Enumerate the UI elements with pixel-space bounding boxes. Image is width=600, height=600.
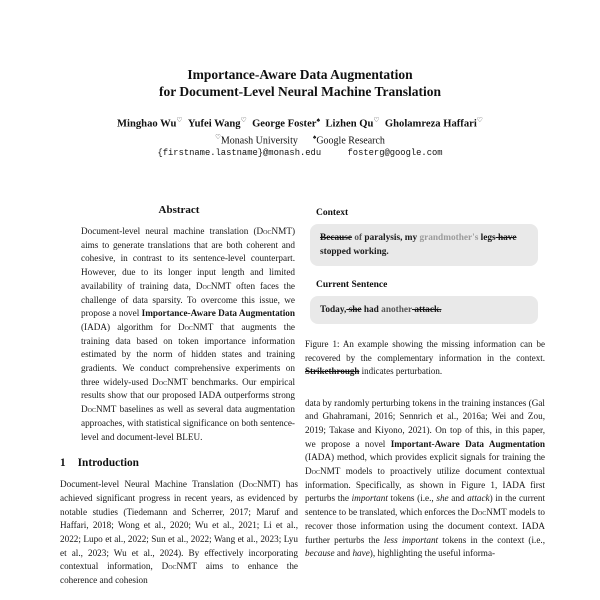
figure-context-box: Because of paralysis, my grandmother's legs have stopped working. <box>310 224 538 266</box>
abstract-text: Document-level neural machine translation (DocNMT) aims to generate translations that are both coherent and cohesive, in contrast to its sentence-level counterpart. However, due to its longer input length and limited availability of training data, DocNMT often faces the challenge of data sparsity. To overcome this issue, we propose a novel Importance-Aware Data Augmentation (IADA) algorithm for DocNMT that augments the training data based on token importance information estimated by the norm of hidden states and training gradients. We conduct comprehensive experiments on three widely-used DocNMT benchmarks. Our empirical results show that our proposed IADA outperforms strong DocNMT baselines as well as several data augmentation approaches, with statistical significance on both sentence-level and document-level BLEU. <box>81 226 295 442</box>
paper-title <box>0 66 600 100</box>
right-column <box>305 208 545 561</box>
figure-current-sentence-label: Current Sentence <box>316 280 388 290</box>
abstract-heading: Abstract <box>158 204 200 216</box>
section-number: 1 <box>60 457 66 470</box>
figure-caption: Figure 1: An example showing the missing information can be recovered by the complementary information in the context. Strikethrough indicates perturbation. <box>305 339 545 376</box>
introduction-heading <box>60 457 298 469</box>
paper-title-line1: Importance-Aware Data Augmentation <box>187 67 413 82</box>
figure-current-sentence-box: Today, she had another attack. <box>310 296 538 324</box>
figure-context-label: Context <box>316 208 349 218</box>
emails-line: {firstname.lastname}@monash.edu fosterg@google.com <box>157 148 443 158</box>
affiliations-line: ♡Monash University ♠Google Research <box>215 134 385 147</box>
left-column <box>60 204 298 588</box>
paper-title-line2: for Document-Level Neural Machine Translation <box>159 84 441 99</box>
authors-line: Minghao Wu♡ Yufei Wang♡ George Foster♠ Lizhen Qu♡ Gholamreza Haffari♡ <box>117 117 483 130</box>
introduction-text: Document-level Neural Machine Translation (DocNMT) has achieved significant progress in recent years, as evidenced by notable studies (Tiedemann and Scherrer, 2017; Maruf and Haffari, 2018; Wong et al., 2020; Wu et al., 2021; Li et al., 2022; Lupo et al., 2022; Sun et al., 2022; Wang et al., 2023; Lyu et al., 2023; Wu et al., 2024). By effectively incorporating contextual information, DocNMT aims to enhance the coherence and cohesion <box>60 479 298 586</box>
section-title: Introduction <box>77 457 139 470</box>
right-column-text: data by randomly perturbing tokens in the training instances (Gal and Ghahramani, 2016; Sennrich et al., 2016a; Wei and Zou, 2019; Takase and Kiyono, 2021). On top of this, in this paper, we propose a novel Important-Aware Data Augmentation (IADA) method, which provides explicit signals for training the DocNMT models to proactively utilize document contextual information. Specifically, as shown in Figure 1, IADA first perturbs the important tokens (i.e., she and attack) in the current sentence to be translated, which enforces the DocNMT models to recover those information using the document context. IADA further perturbs the less important tokens in the context (i.e., because and have), highlighting the useful informa- <box>305 397 546 559</box>
